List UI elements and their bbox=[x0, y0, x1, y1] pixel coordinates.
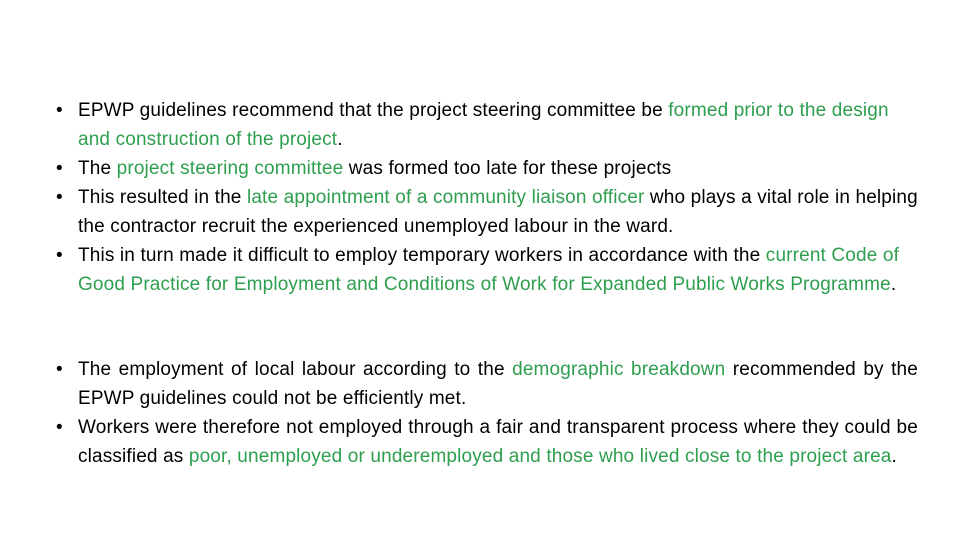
bullet-text-highlight: project steering committee bbox=[116, 158, 344, 179]
bullet-item bbox=[54, 183, 918, 241]
bullet-dot: • bbox=[56, 417, 63, 438]
bullet-item bbox=[54, 154, 918, 183]
bullet-text bbox=[78, 187, 918, 237]
findings-list-2 bbox=[54, 355, 918, 471]
bullet-text-plain: Workers were therefore not employed through a fair and transparent process where they could be classified as bbox=[78, 417, 918, 467]
bullet-text-plain: The employment of local labour according to the bbox=[78, 359, 513, 380]
bullet-text bbox=[78, 413, 918, 471]
bullet-text-plain: . bbox=[890, 274, 897, 295]
bullet-text bbox=[78, 158, 671, 179]
bullet-text-highlight: current Code of Good Practice for Employment and Conditions of Work for Expanded Public Works Programme bbox=[78, 245, 900, 295]
bullet-item bbox=[54, 241, 918, 299]
bullet-item bbox=[54, 355, 918, 413]
bullet-text-plain: was formed too late for these projects bbox=[343, 158, 672, 179]
bullet-dot: • bbox=[56, 158, 63, 179]
bullet-text-highlight: poor, unemployed or underemployed and those who lived close to the project area bbox=[188, 446, 892, 467]
bullet-text-highlight: formed prior to the design and construction of the project bbox=[78, 100, 889, 150]
bullet-text-highlight: demographic breakdown bbox=[512, 359, 726, 380]
bullet-dot: • bbox=[56, 245, 63, 266]
bullet-dot: • bbox=[56, 100, 63, 121]
bullet-text-plain: This resulted in the bbox=[78, 187, 247, 208]
bullet-text bbox=[78, 355, 918, 413]
bullet-text-plain: . bbox=[337, 129, 343, 150]
bullet-dot: • bbox=[56, 187, 63, 208]
bullet-text-highlight: late appointment of a community liaison officer bbox=[246, 187, 645, 208]
bullet-text-plain: The bbox=[78, 158, 117, 179]
bullet-text-plain: . bbox=[891, 446, 897, 467]
bullet-text bbox=[78, 100, 889, 150]
bullet-text-plain: who plays a vital role in helping the contractor recruit the experienced unemployed labour in the ward. bbox=[78, 187, 918, 237]
findings-list-1 bbox=[54, 96, 918, 299]
bullet-dot: • bbox=[56, 359, 63, 380]
bullet-text-plain: recommended by the EPWP guidelines could not be efficiently met. bbox=[78, 359, 918, 409]
bullet-item bbox=[54, 413, 918, 471]
bullet-text bbox=[78, 245, 899, 295]
bullet-text-plain: This in turn made it difficult to employ temporary workers in accordance with the bbox=[78, 245, 766, 266]
bullet-item bbox=[54, 96, 918, 154]
bullet-text-plain: EPWP guidelines recommend that the project steering committee be bbox=[78, 100, 669, 121]
